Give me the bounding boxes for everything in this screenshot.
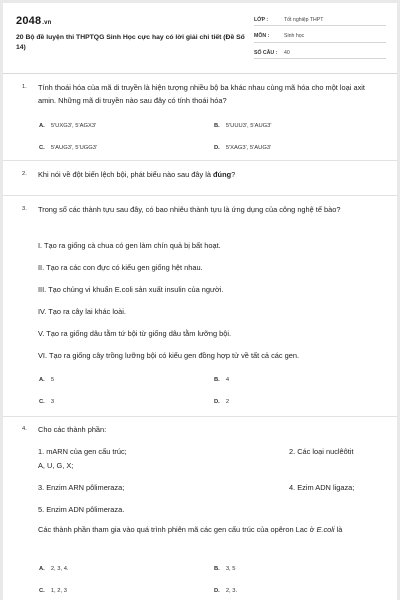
option-letter: D. (214, 399, 220, 405)
prompt-italic: E.coli (316, 525, 335, 534)
logo-text: 2048 (16, 15, 42, 27)
option-letter: C. (39, 399, 45, 405)
answer-option-d[interactable] (214, 399, 229, 405)
question-4 (3, 425, 397, 600)
info-label: MÔN : (254, 33, 270, 39)
info-value: 40 (284, 49, 290, 56)
question-emphasis: đúng (213, 170, 232, 179)
option-text: 1, 2, 3 (50, 588, 67, 594)
answer-option-c[interactable] (39, 145, 97, 151)
statement-item: IV. Tạo ra cây lai khác loài. (38, 307, 126, 316)
logo-suffix: .vn (42, 20, 52, 26)
option-letter: B. (214, 566, 220, 572)
question-number: 3. (22, 206, 27, 212)
option-text: 5 (50, 377, 55, 383)
info-value: Sinh học (284, 33, 305, 39)
statement-item: II. Tạo ra các con đực có kiểu gen giống hệt nhau. (38, 263, 203, 272)
statement-item: III. Tạo chủng vi khuẩn E.coli sản xuất insulin của người. (38, 285, 224, 294)
option-text: 5'XAG3', 5'AUG3' (225, 145, 272, 151)
option-letter: A. (39, 123, 45, 129)
document-title: 20 Bộ đề luyện thi THPTQG Sinh Học cực hay có lời giải chi tiết (Đề Số 14) (16, 34, 245, 51)
question-text-part: Khi nói về đột biến lệch bội, phát biểu nào sau đây là (38, 170, 214, 179)
answer-option-d[interactable] (214, 588, 237, 594)
option-letter: D. (214, 145, 220, 151)
option-letter: A. (39, 566, 45, 572)
component-item: 3. Enzim ARN pôlimeraza; (38, 483, 125, 492)
info-label: SỐ CÂU : (254, 49, 278, 56)
question-text: Trong số các thành tựu sau đây, có bao nhiêu thành tựu là ứng dụng của công nghệ tế bào? (38, 205, 341, 214)
answer-option-b[interactable] (214, 566, 235, 572)
option-text: 5'UXG3', 5'AGX3' (50, 123, 97, 129)
question-divider (3, 195, 397, 196)
answer-option-c[interactable] (39, 399, 54, 405)
answer-option-c[interactable] (39, 588, 67, 594)
component-item: 4. Ezim ADN ligaza; (289, 483, 355, 492)
option-text: 3 (50, 399, 55, 405)
answer-option-b[interactable] (214, 377, 229, 383)
option-letter: D. (214, 588, 220, 594)
option-text: 2, 3. (225, 588, 238, 594)
statement-item: VI. Tạo ra giống cây trồng lưỡng bội có kiểu gen đồng hợp tử về tất cả các gen. (38, 351, 300, 360)
component-item: 1. mARN của gen cấu trúc; (38, 447, 127, 456)
option-letter: C. (39, 145, 45, 151)
question-1 (3, 83, 397, 163)
question-3 (3, 205, 397, 415)
option-text: 3, 5 (225, 566, 236, 572)
prompt-text-part: Các thành phần tham gia vào quá trình phiên mã các gen cấu trúc của opêron Lac ở (38, 525, 317, 534)
prompt-text-part: là (334, 525, 343, 534)
question-text (38, 169, 378, 182)
info-label: LỚP : (254, 16, 269, 23)
question-number: 2. (22, 171, 27, 177)
question-number: 1. (22, 84, 27, 90)
header-divider (3, 73, 397, 74)
question-prompt (38, 524, 378, 537)
option-letter: B. (214, 377, 220, 383)
question-2 (3, 170, 397, 190)
exam-info-panel (254, 14, 386, 64)
option-letter: C. (39, 588, 45, 594)
question-divider (3, 416, 397, 417)
question-number: 4. (22, 426, 27, 432)
component-item: 5. Enzim ADN pôlimeraza. (38, 505, 125, 514)
statement-item: V. Tạo ra giống dâu tằm tứ bội từ giống dâu tằm lưỡng bội. (38, 329, 232, 338)
option-letter: B. (214, 123, 220, 129)
answer-option-a[interactable] (39, 123, 96, 129)
option-letter: A. (39, 377, 45, 383)
question-divider (3, 160, 397, 161)
component-item: A, U, G, X; (38, 461, 74, 470)
component-item: 2. Các loại nuclêôtit (289, 447, 354, 456)
statement-item: I. Tạo ra giống cà chua có gen làm chín quả bị bất hoạt. (38, 241, 221, 250)
info-row-subject (254, 31, 386, 43)
answer-option-b[interactable] (214, 123, 271, 129)
document-page (3, 3, 397, 600)
answer-option-a[interactable] (39, 377, 54, 383)
answer-option-d[interactable] (214, 145, 271, 151)
option-text: 5'UUU3', 5'AUG3' (225, 123, 272, 129)
info-value: Tốt nghiệp THPT (284, 16, 324, 23)
question-text: Cho các thành phần: (38, 425, 107, 434)
option-text: 5'AUG3', 5'UGG3' (50, 145, 98, 151)
document-header (3, 3, 397, 65)
option-text: 2 (225, 399, 230, 405)
question-text: Tính thoái hóa của mã di truyền là hiện tượng nhiều bộ ba khác nhau cùng mã hóa cho một loại axit amin. Những mã di truyền nào sau đây có tính thoái hóa? (38, 83, 365, 105)
option-text: 4 (225, 377, 230, 383)
site-logo[interactable] (16, 15, 52, 27)
question-text-part: ? (231, 170, 236, 179)
info-row-class (254, 14, 386, 26)
option-text: 2, 3, 4. (50, 566, 69, 572)
answer-option-a[interactable] (39, 566, 69, 572)
info-row-question-count (254, 47, 386, 59)
